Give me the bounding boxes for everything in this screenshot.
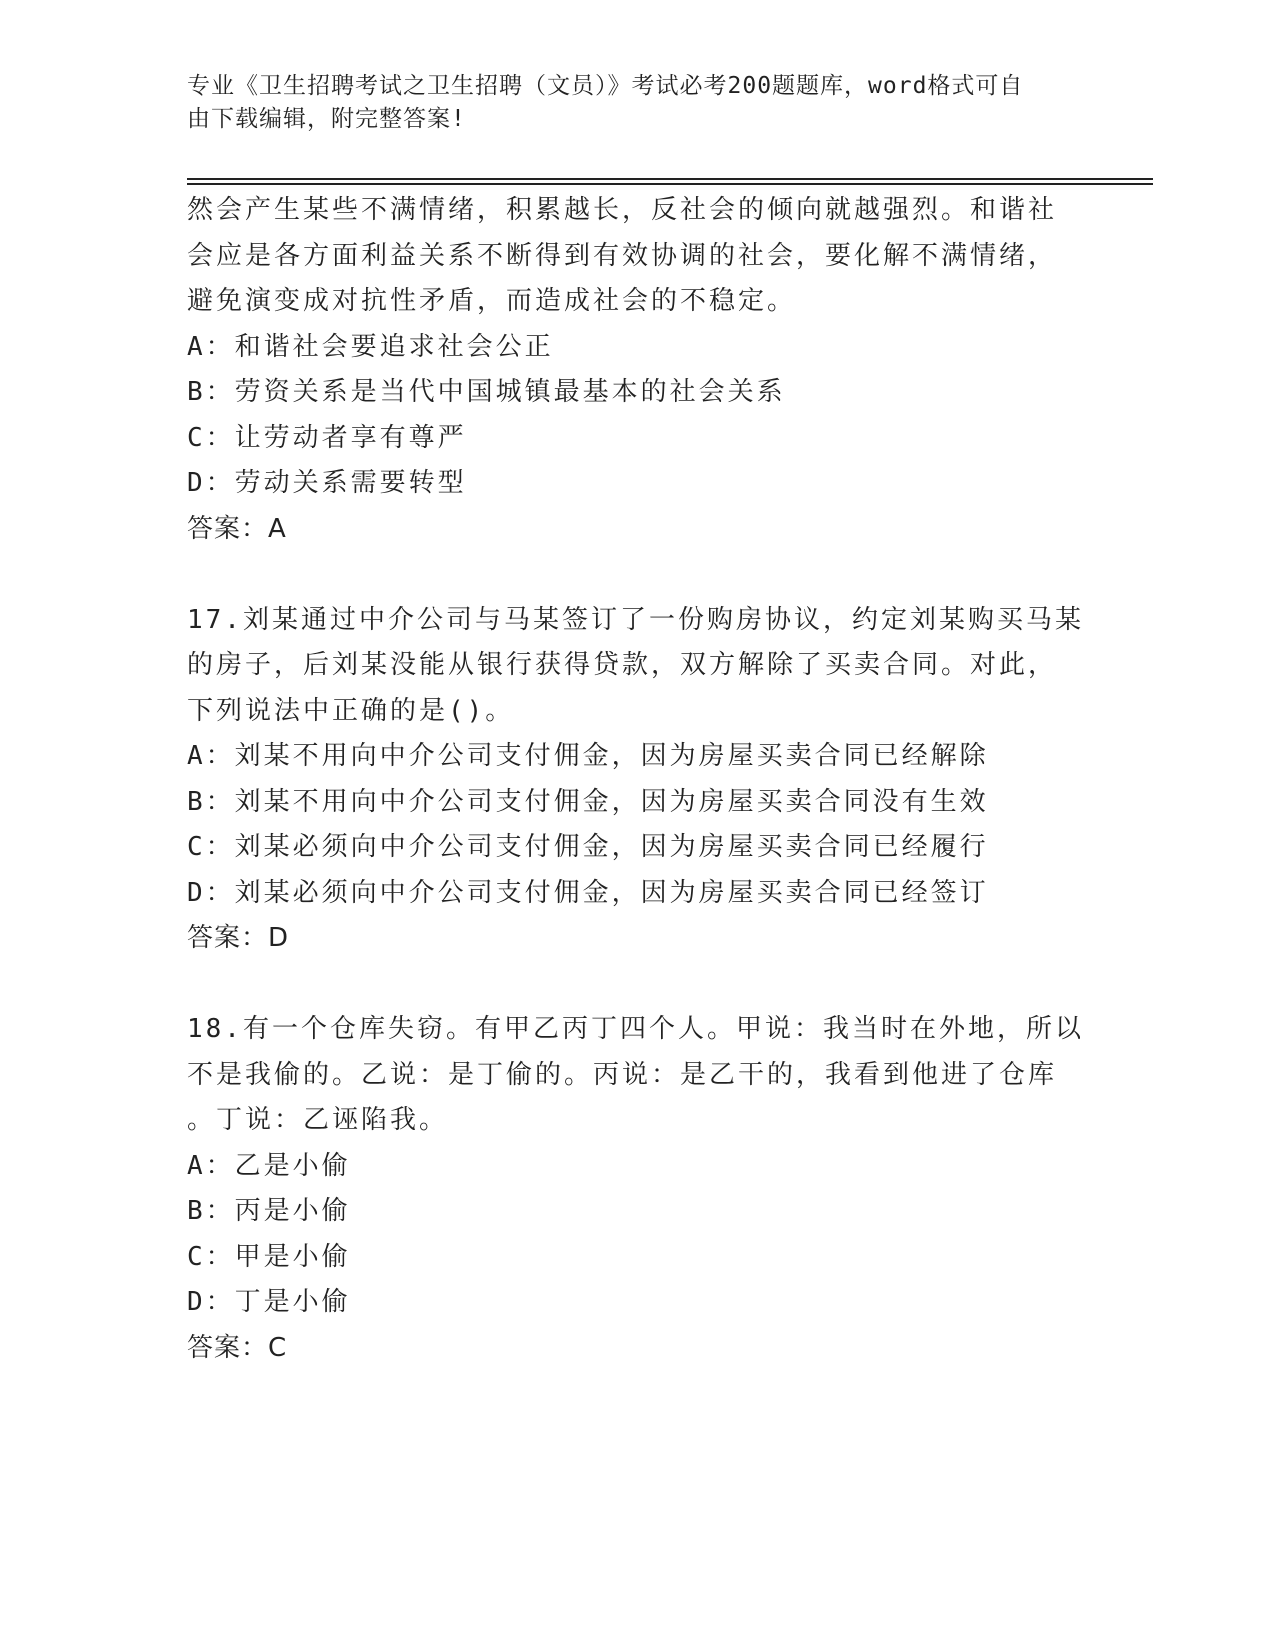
option-d: D：丁是小偷 (187, 1287, 351, 1317)
option-a: A：和谐社会要追求社会公正 (187, 331, 554, 362)
question-stem-line: 避免演变成对抗性矛盾，而造成社会的不稳定。 (187, 286, 797, 316)
header-line-1: 专业《卫生招聘考试之卫生招聘（文员）》考试必考200题题库，word格式可自 (187, 73, 1024, 99)
question-18 (187, 1007, 1087, 1371)
option-d: D：刘某必须向中介公司支付佣金，因为房屋买卖合同已经签订 (187, 877, 989, 908)
option-d: D：劳动关系需要转型 (187, 468, 467, 498)
question-stem-line: 下列说法中正确的是()。 (187, 695, 515, 726)
answer-line: 答案：D (187, 923, 290, 953)
option-c: C：让劳动者享有尊严 (187, 422, 467, 453)
option-b: B：丙是小偷 (187, 1196, 351, 1226)
question-stem-line: 然会产生某些不满情绪，积累越长，反社会的倾向就越强烈。和谐社 (187, 195, 1058, 225)
question-stem-line: 会应是各方面利益关系不断得到有效协调的社会，要化解不满情绪， (187, 240, 1058, 271)
option-b: B：劳资关系是当代中国城镇最基本的社会关系 (187, 377, 786, 407)
question-stem-line: 的房子，后刘某没能从银行获得贷款，双方解除了买卖合同。对此， (187, 650, 1058, 680)
option-a: A：刘某不用向中介公司支付佣金，因为房屋买卖合同已经解除 (187, 741, 989, 771)
question-17 (187, 598, 1087, 962)
option-b: B：刘某不用向中介公司支付佣金，因为房屋买卖合同没有生效 (187, 786, 989, 817)
option-c: C：甲是小偷 (187, 1241, 351, 1272)
question-stem-line: 17.刘某通过中介公司与马某签订了一份购房协议，约定刘某购买马某 (187, 604, 1084, 635)
question-spacer (187, 552, 1087, 598)
header-divider-bottom (187, 183, 1153, 185)
answer-line: 答案：C (187, 1332, 288, 1363)
question-stem-line: 18.有一个仓库失窃。有甲乙丙丁四个人。甲说：我当时在外地，所以 (187, 1014, 1084, 1044)
option-a: A：乙是小偷 (187, 1150, 351, 1181)
option-c: C：刘某必须向中介公司支付佣金，因为房屋买卖合同已经履行 (187, 832, 989, 862)
document-body (187, 188, 1087, 1371)
answer-line: 答案：A (187, 513, 287, 544)
question-spacer (187, 962, 1087, 1008)
question-stem-line: 。丁说：乙诬陷我。 (187, 1105, 449, 1135)
header-line-2: 由下载编辑，附完整答案! (187, 106, 466, 132)
header-divider-top (187, 178, 1153, 180)
question-stem-line: 不是我偷的。乙说：是丁偷的。丙说：是乙干的，我看到他进了仓库 (187, 1059, 1058, 1090)
document-header (187, 70, 1067, 136)
question-16 (187, 188, 1087, 552)
